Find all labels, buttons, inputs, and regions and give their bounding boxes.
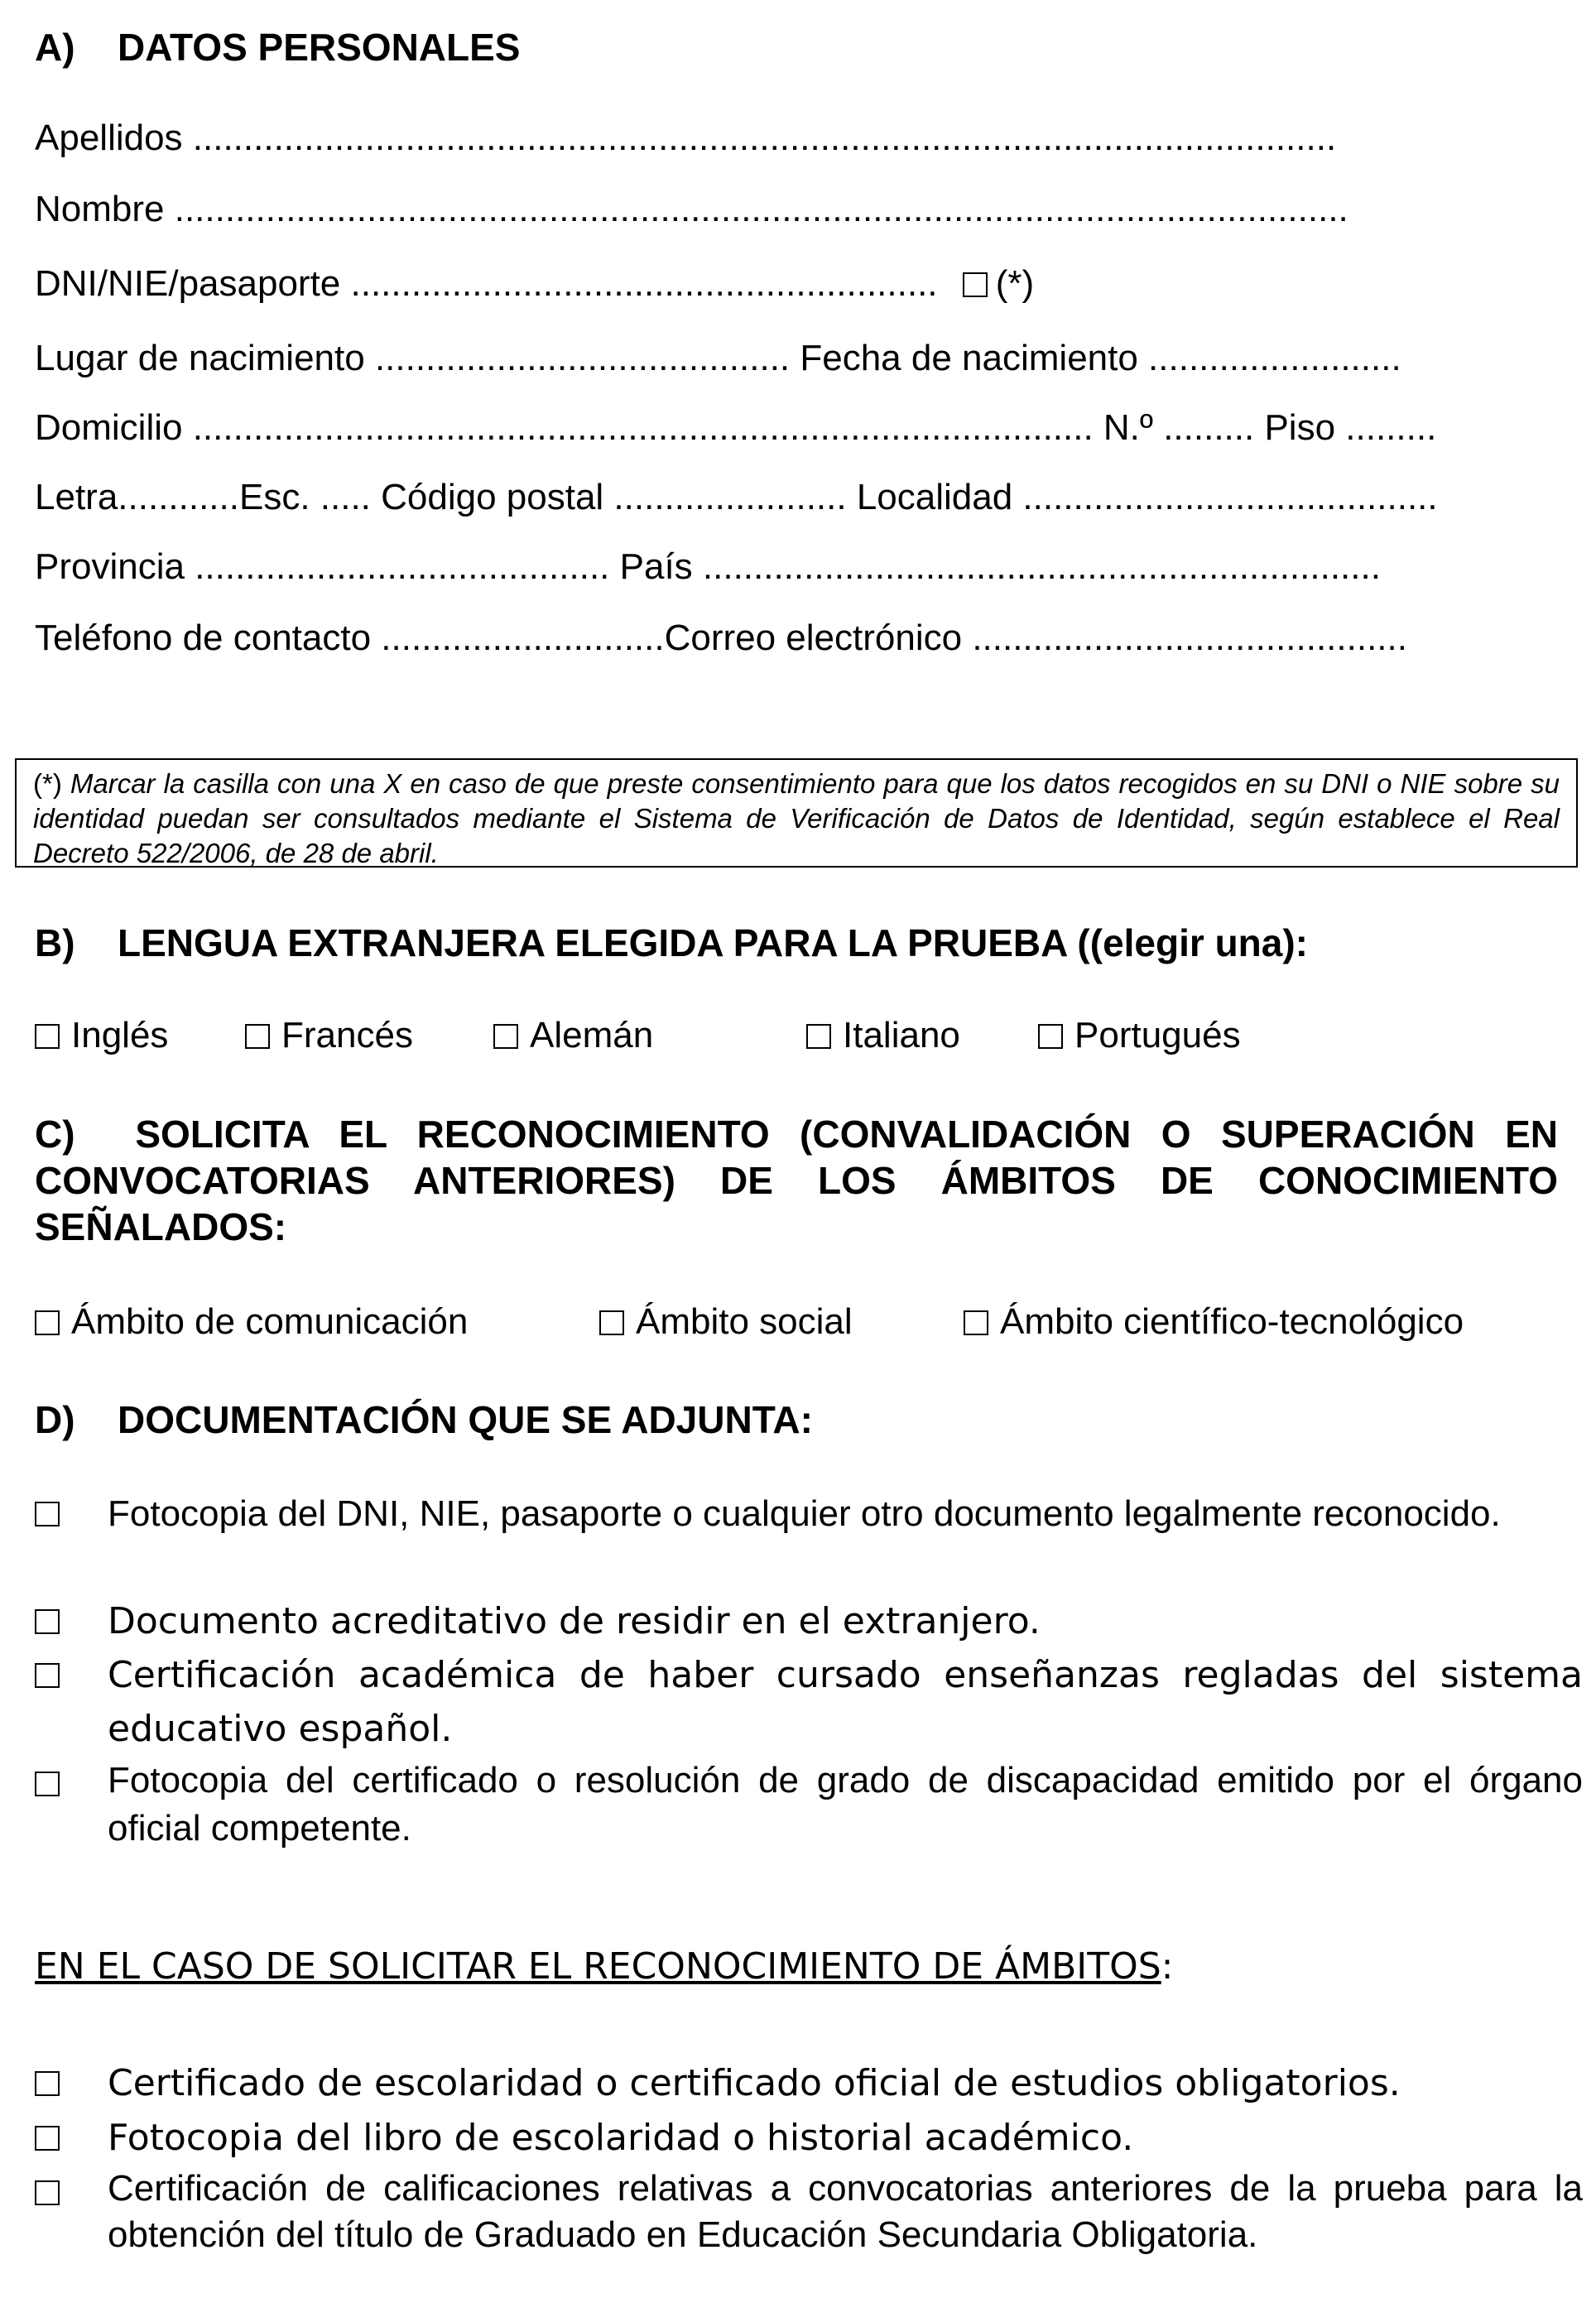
birth-field[interactable]: Lugar de nacimiento ......................................... Fecha de nacimiento ......................... xyxy=(35,338,1401,378)
option-label: Portugués xyxy=(1074,1015,1241,1055)
provincia-field[interactable]: Provincia ......................................... País ................................................................... xyxy=(35,546,1381,587)
lang-option-frances[interactable] xyxy=(245,1015,413,1056)
contact-field[interactable]: Teléfono de contacto ............................Correo electrónico ........................................... xyxy=(35,618,1407,658)
ambito-option-social[interactable] xyxy=(599,1301,853,1343)
nombre-field[interactable]: Nombre .................................................................................................................... xyxy=(35,189,1348,229)
option-label: Ámbito social xyxy=(636,1301,853,1342)
checkbox[interactable] xyxy=(35,1663,60,1688)
checkbox[interactable] xyxy=(1038,1024,1063,1049)
document-item[interactable] xyxy=(35,1487,1583,1541)
section-b-letter: B) xyxy=(35,921,75,964)
checkbox[interactable] xyxy=(35,2126,60,2151)
checkbox[interactable] xyxy=(35,2071,60,2096)
document-item-label: Fotocopia del certificado o resolución de grado de discapacidad emitido por el órgano oficial competente. xyxy=(108,1760,1583,1848)
checkbox[interactable] xyxy=(35,1310,60,1335)
recognition-item-label: Fotocopia del libro de escolaridad o historial académico. xyxy=(108,2117,1134,2159)
document-item-label: Fotocopia del DNI, NIE, pasaporte o cualquier otro documento legalmente reconocido. xyxy=(108,1493,1501,1534)
checkbox[interactable] xyxy=(35,1024,60,1049)
option-label: Ámbito científico-tecnológico xyxy=(1000,1301,1464,1342)
lang-option-ingles[interactable] xyxy=(35,1015,168,1056)
section-b-heading xyxy=(35,921,1308,965)
lang-option-aleman[interactable] xyxy=(493,1015,653,1056)
section-d-letter: D) xyxy=(35,1398,75,1441)
checkbox[interactable] xyxy=(599,1310,624,1335)
document-item-label: Documento acreditativo de residir en el extranjero. xyxy=(108,1600,1041,1642)
option-label: Inglés xyxy=(71,1015,169,1055)
checkbox[interactable] xyxy=(964,1310,988,1335)
checkbox[interactable] xyxy=(35,2180,60,2205)
domicilio-field[interactable]: Domicilio ......................................................................................... N.º ......... Piso ......... xyxy=(35,407,1437,448)
option-label: Italiano xyxy=(843,1015,960,1055)
dni-consent-mark: (*) xyxy=(995,263,1035,304)
checkbox[interactable] xyxy=(35,1502,60,1526)
ambito-option-cientifico[interactable] xyxy=(964,1301,1464,1343)
dni-field-label: DNI/NIE/pasaporte .......................................................... xyxy=(35,263,938,304)
recognition-item-label: Certificado de escolaridad o certificado oficial de estudios obligatorios. xyxy=(108,2062,1401,2104)
checkbox[interactable] xyxy=(35,1609,60,1634)
option-label: Francés xyxy=(281,1015,413,1055)
document-item[interactable] xyxy=(35,1594,1583,1648)
lang-option-italiano[interactable] xyxy=(806,1015,960,1056)
recognition-heading-text: EN EL CASO DE SOLICITAR EL RECONOCIMIENTO DE ÁMBITOS xyxy=(35,1945,1161,1988)
section-d-title: DOCUMENTACIÓN QUE SE ADJUNTA: xyxy=(118,1398,813,1441)
ambito-option-comunicacion[interactable] xyxy=(35,1301,468,1343)
document-item[interactable] xyxy=(35,1648,1583,1756)
checkbox[interactable] xyxy=(493,1024,518,1049)
recognition-item-label: Certificación de calificaciones relativas a convocatorias anteriores de la prueba para la obtención del título de Graduado en Educación Secundaria Obligatoria. xyxy=(108,2168,1583,2255)
option-label: Alemán xyxy=(530,1015,654,1055)
section-b-title: LENGUA EXTRANJERA ELEGIDA PARA LA PRUEBA ((elegir una): xyxy=(118,921,1308,964)
consent-note-marker: (*) xyxy=(33,768,62,799)
dni-field[interactable] xyxy=(35,263,1034,305)
section-a-title: DATOS PERSONALES xyxy=(118,26,521,69)
recognition-item[interactable] xyxy=(35,2056,1583,2110)
section-a-letter: A) xyxy=(35,26,75,69)
checkbox[interactable] xyxy=(245,1024,270,1049)
recognition-heading xyxy=(35,1945,1174,1988)
section-d-heading xyxy=(35,1397,813,1442)
apellidos-field[interactable]: Apellidos ................................................................................................................. xyxy=(35,118,1337,158)
section-c-letter: C) xyxy=(35,1113,75,1156)
consent-note xyxy=(15,758,1578,868)
address-detail-field[interactable]: Letra............Esc. ..... Código postal ....................... Localidad ......................................... xyxy=(35,477,1438,517)
recognition-item[interactable] xyxy=(35,2166,1583,2258)
checkbox[interactable] xyxy=(806,1024,831,1049)
recognition-item[interactable] xyxy=(35,2111,1583,2165)
recognition-heading-suffix: : xyxy=(1161,1945,1174,1988)
section-c-heading xyxy=(35,1111,1558,1250)
lang-option-portugues[interactable] xyxy=(1038,1015,1241,1056)
consent-note-text: Marcar la casilla con una X en caso de que preste consentimiento para que los datos recogidos en su DNI o NIE sobre su identidad puedan ser consultados mediante el Sistema de Verificación de Datos de Identidad, según establece el Real Decreto 522/2006, de 28 de abril. xyxy=(33,768,1560,868)
section-a-heading xyxy=(35,25,520,70)
option-label: Ámbito de comunicación xyxy=(71,1301,469,1342)
document-item[interactable] xyxy=(35,1757,1583,1853)
dni-consent-checkbox[interactable] xyxy=(963,272,988,297)
checkbox[interactable] xyxy=(35,1772,60,1796)
document-item-label: Certificación académica de haber cursado enseñanzas regladas del sistema educativo español. xyxy=(108,1654,1583,1750)
section-c-title: SOLICITA EL RECONOCIMIENTO (CONVALIDACIÓN O SUPERACIÓN EN CONVOCATORIAS ANTERIORES) DE LOS ÁMBITOS DE CONOCIMIENTO SEÑALADOS: xyxy=(35,1113,1558,1248)
